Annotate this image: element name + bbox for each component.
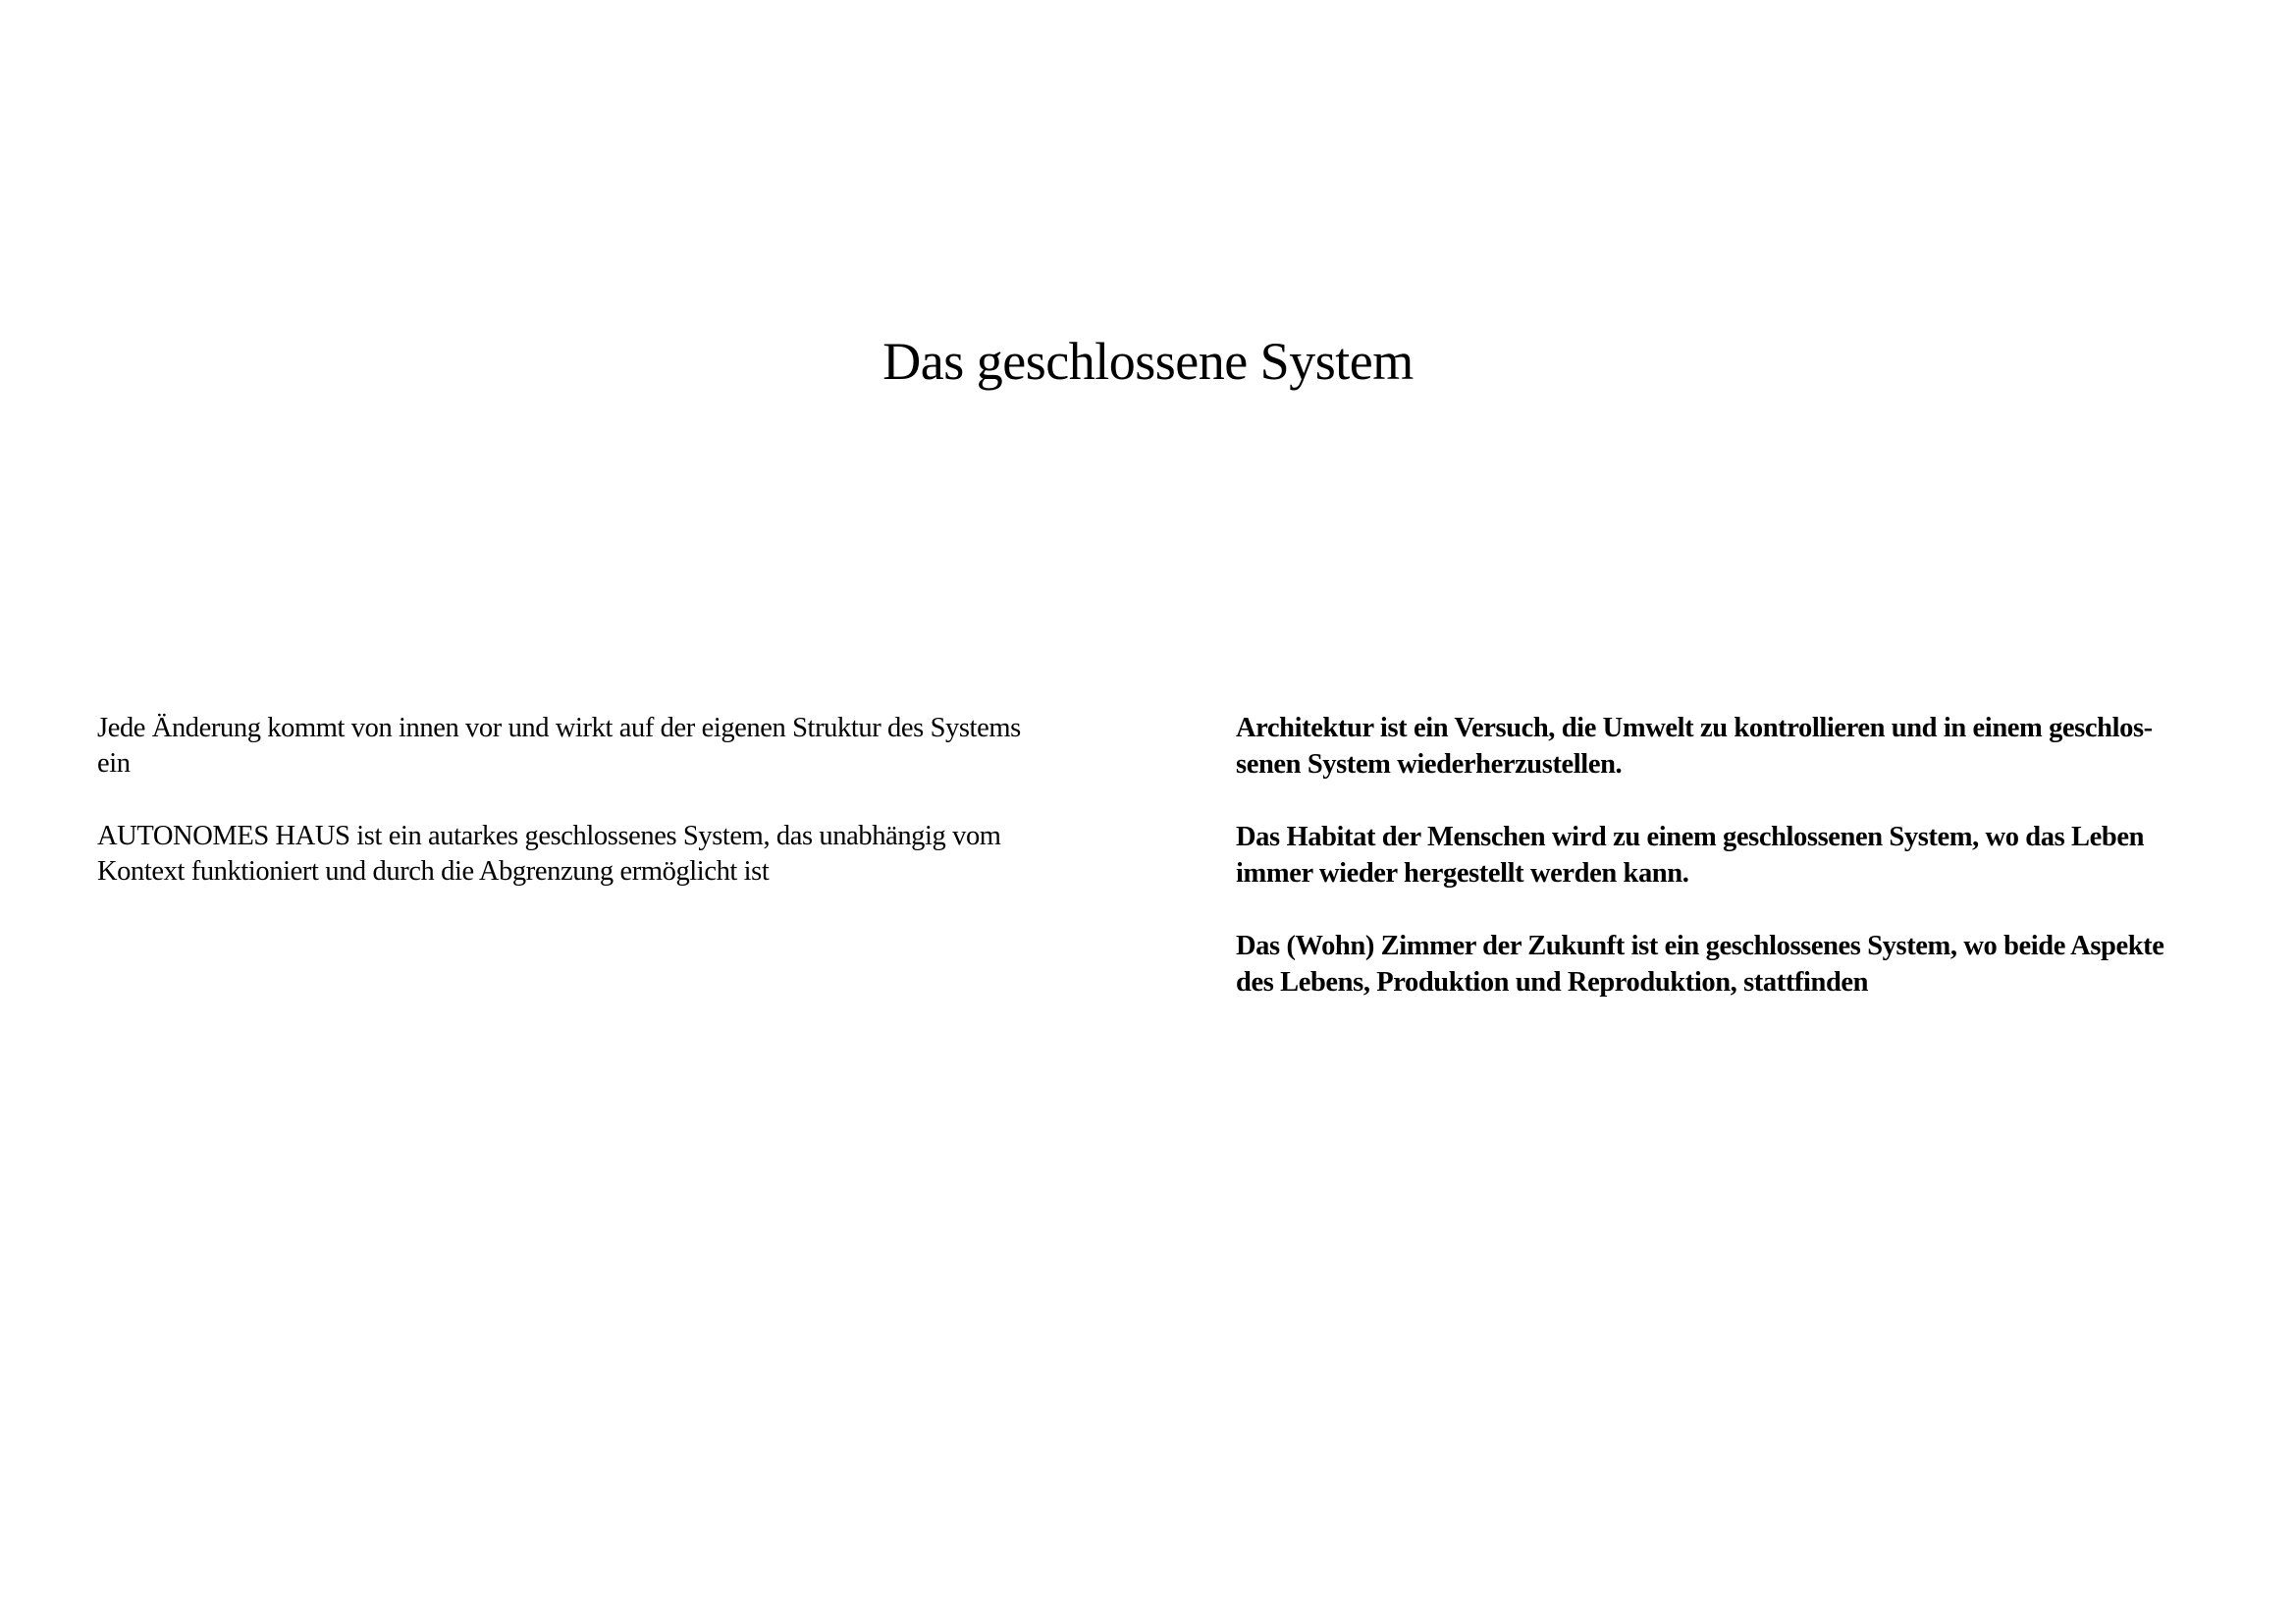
text-line: senen System wiederherzustellen. [1236, 748, 1623, 780]
text-line: AUTONOMES HAUS ist ein autarkes geschlossenes System, das unabhängig vom [97, 821, 1001, 851]
left-text-column [97, 711, 1079, 890]
left-paragraph-2 [97, 819, 1079, 890]
right-paragraph-1 [1236, 711, 2217, 783]
text-line: des Lebens, Produktion und Reproduktion, stattfinden [1236, 966, 1869, 998]
text-line: Das (Wohn) Zimmer der Zukunft ist ein geschlossenes System, wo beide Aspekte [1236, 931, 2164, 961]
text-line: Das Habitat der Menschen wird zu einem geschlossenen System, wo das Leben [1236, 822, 2145, 852]
right-paragraph-3 [1236, 929, 2217, 1001]
left-paragraph-1 [97, 711, 1079, 782]
right-text-column [1236, 711, 2217, 1001]
text-line: Architektur ist ein Versuch, die Umwelt zu kontrollieren und in einem geschlos- [1236, 713, 2153, 743]
paragraph-spacer [97, 782, 1079, 819]
right-paragraph-2 [1236, 820, 2217, 892]
text-line: immer wieder hergestellt werden kann. [1236, 857, 1689, 889]
paragraph-spacer [1236, 783, 2217, 820]
page-title: Das geschlossene System [882, 332, 1414, 391]
text-line: Kontext funktioniert und durch die Abgrenzung ermöglicht ist [97, 856, 770, 887]
text-line: ein [97, 748, 131, 779]
paragraph-spacer [1236, 892, 2217, 929]
text-line: Jede Änderung kommt von innen vor und wirkt auf der eigenen Struktur des Systems [97, 713, 1021, 743]
